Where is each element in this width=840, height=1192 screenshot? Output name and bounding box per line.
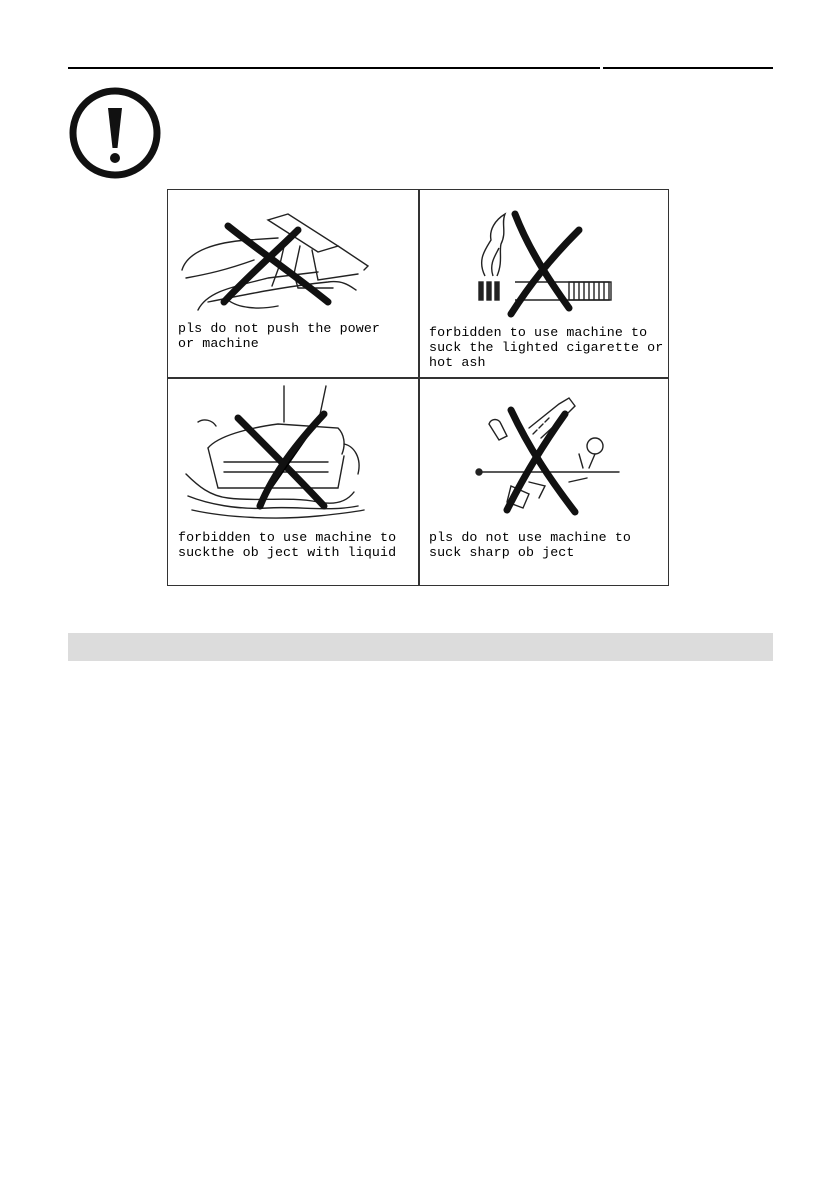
top-rule <box>68 67 773 69</box>
panel-cigarette <box>419 190 668 377</box>
safety-warning-grid <box>167 189 669 586</box>
top-rule-gap <box>600 66 603 70</box>
panel-caption: pls do not use machine to suck sharp ob ject <box>429 530 631 560</box>
panel-caption: forbidden to use machine to suckthe ob ject with liquid <box>178 530 397 560</box>
section-header-bar <box>68 633 773 661</box>
panel-liquid <box>168 378 418 585</box>
panel-caption: forbidden to use machine to suck the lighted cigarette or hot ash <box>429 325 664 370</box>
panel-power-cord <box>168 190 418 377</box>
panel-sharp-object <box>419 378 668 585</box>
panel-caption: pls do not push the power or machine <box>178 321 380 351</box>
exclamation-circle-icon <box>68 86 162 180</box>
